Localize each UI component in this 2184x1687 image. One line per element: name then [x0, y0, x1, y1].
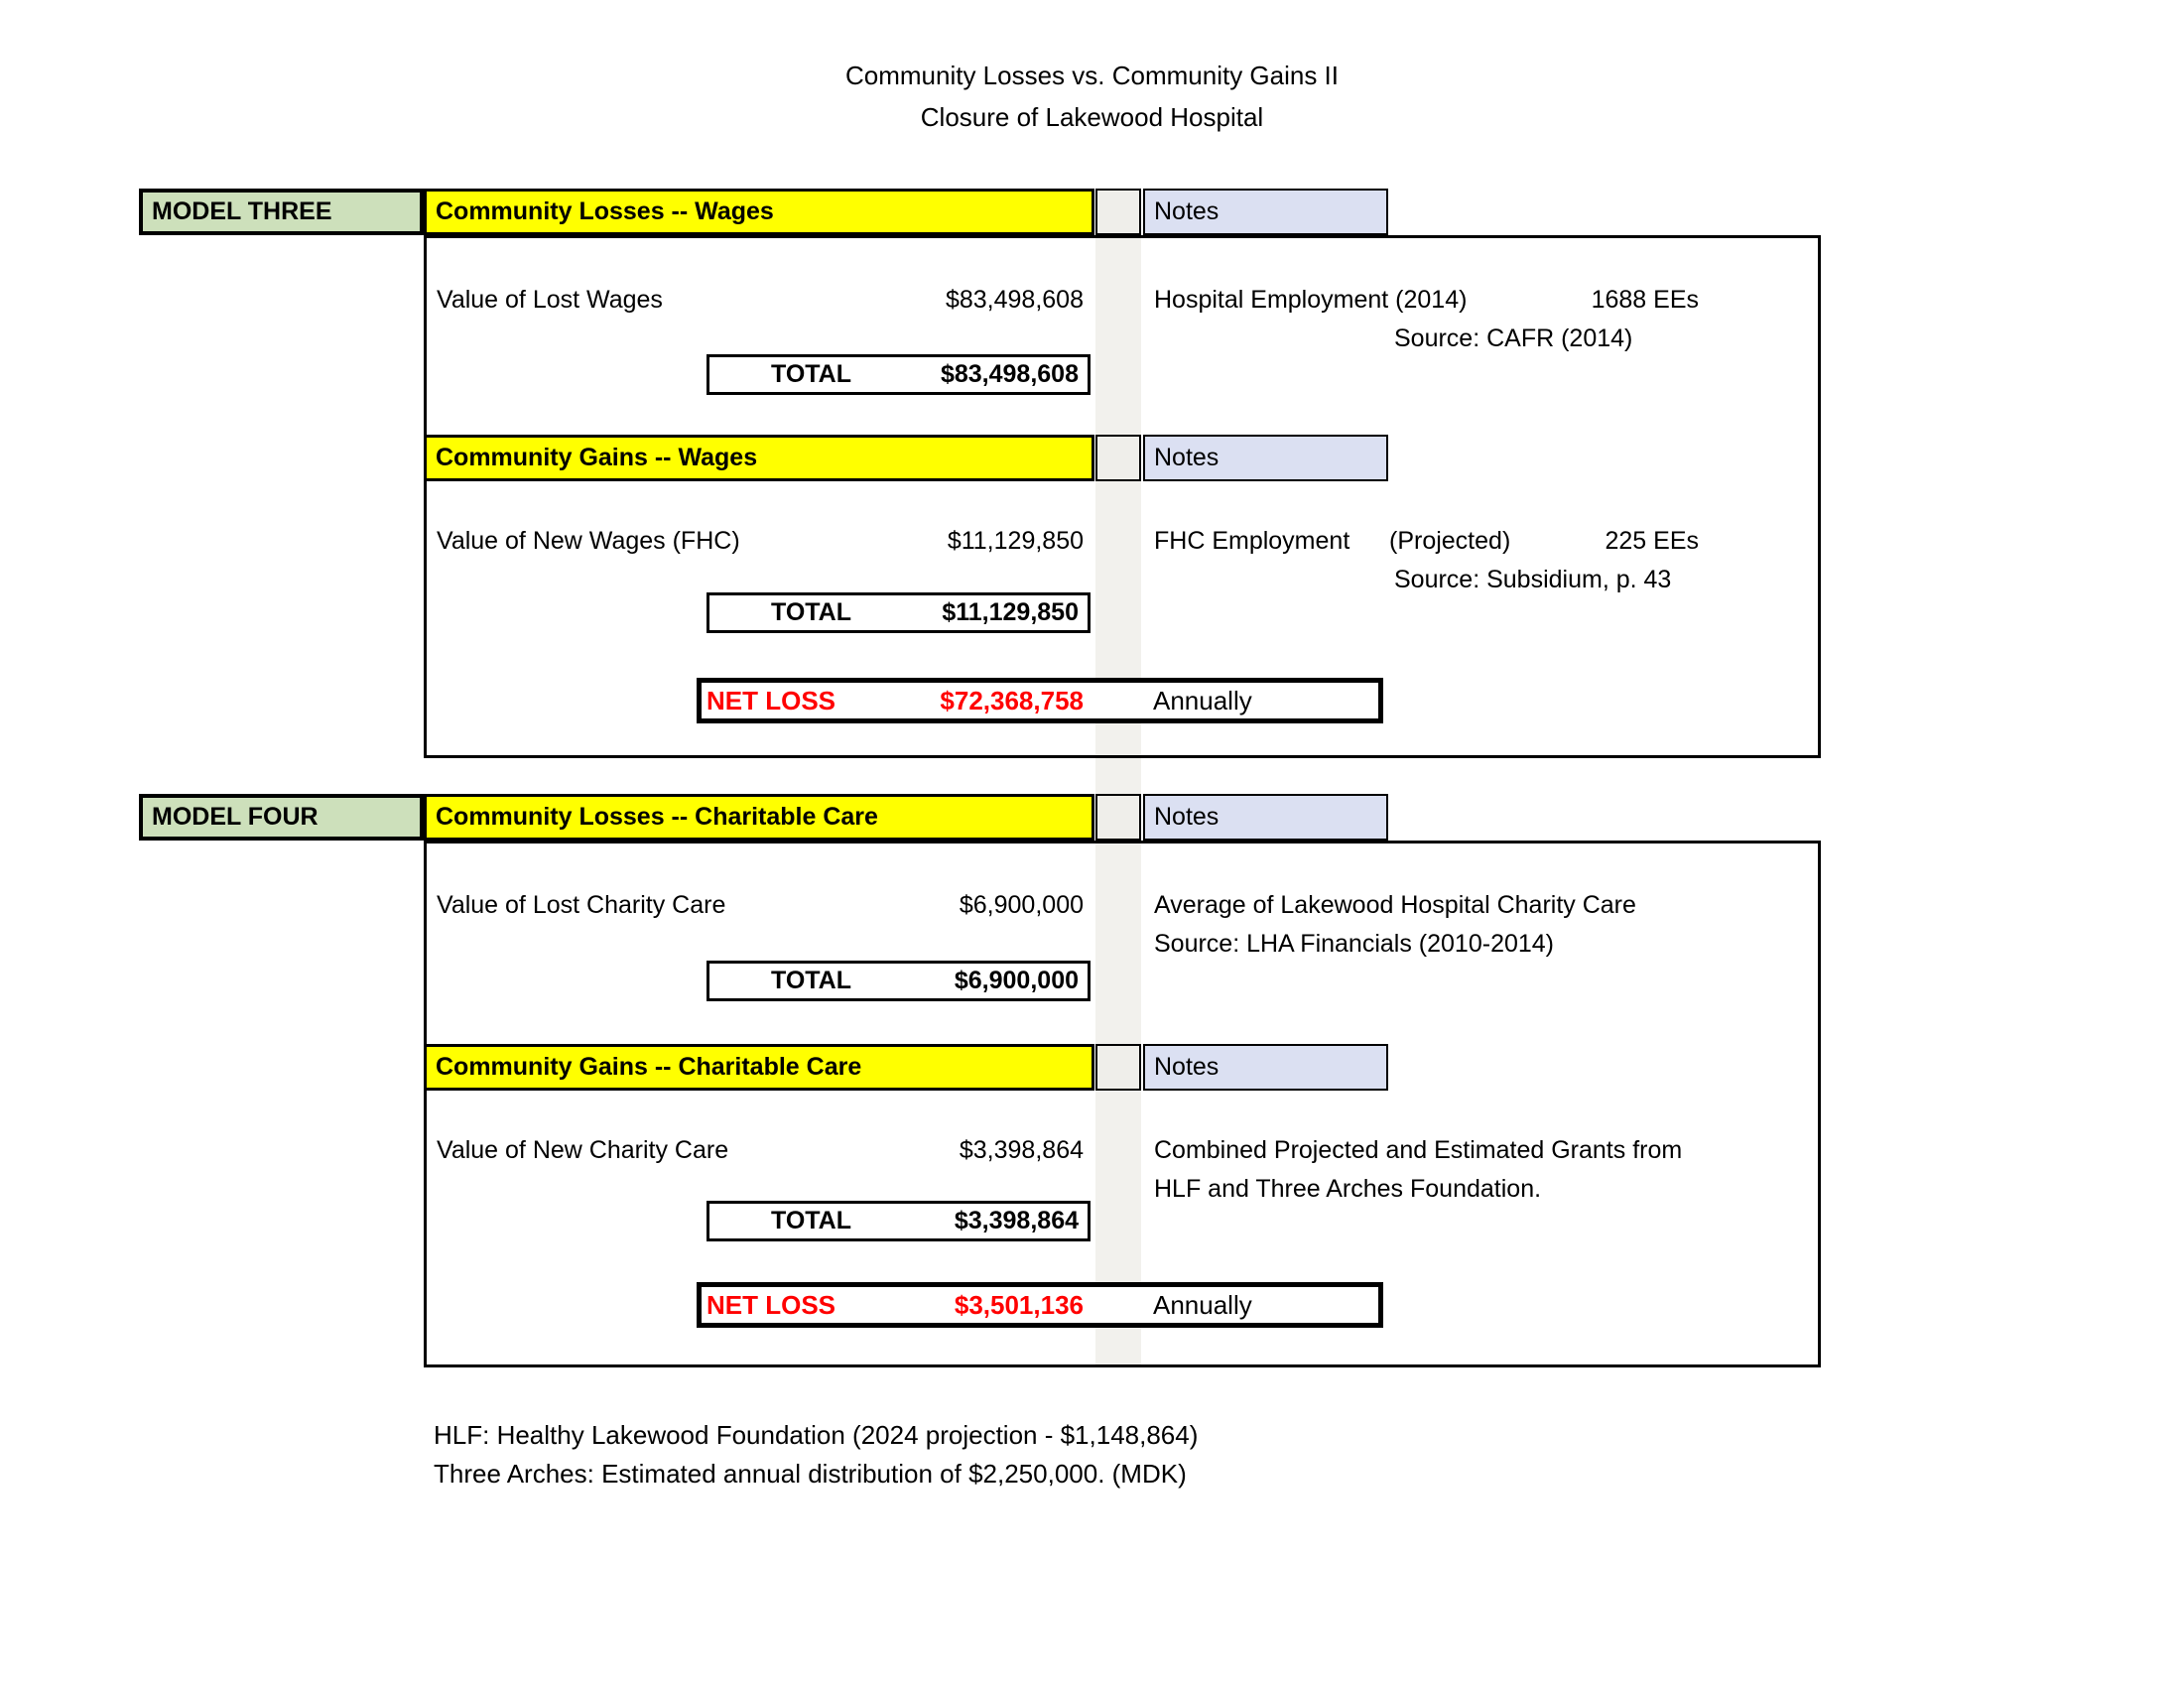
row-value: $83,498,608	[945, 286, 1084, 314]
total-box	[707, 592, 1091, 633]
section-header-losses-wages: Community Losses -- Wages	[424, 189, 1094, 235]
notes-header: Notes	[1143, 1044, 1388, 1091]
footnote-hlf: HLF: Healthy Lakewood Foundation (2024 projection - $1,148,864)	[434, 1420, 1199, 1450]
note-ees: 1688 EEs	[1591, 286, 1699, 314]
total-box	[707, 961, 1091, 1001]
note-ees: 225 EEs	[1605, 527, 1699, 555]
spacer-cell	[1095, 794, 1141, 841]
total-value: $11,129,850	[942, 598, 1079, 626]
total-value: $83,498,608	[940, 360, 1079, 388]
net-loss-value: $3,501,136	[954, 1290, 1084, 1320]
section-header-losses-charity: Community Losses -- Charitable Care	[424, 794, 1094, 841]
note-text-2: HLF and Three Arches Foundation.	[1154, 1175, 1542, 1203]
net-loss-period: Annually	[1153, 1290, 1252, 1320]
total-box	[707, 1201, 1091, 1241]
note-source: Source: LHA Financials (2010-2014)	[1154, 930, 1555, 958]
note-text: Hospital Employment (2014)	[1154, 286, 1468, 314]
spacer-cell	[1095, 189, 1141, 235]
total-box	[707, 354, 1091, 395]
notes-header: Notes	[1143, 189, 1388, 235]
row-label: Value of Lost Wages	[437, 286, 663, 314]
spacer-cell	[1095, 1044, 1141, 1091]
section-header-gains-wages: Community Gains -- Wages	[424, 435, 1094, 481]
row-value: $6,900,000	[959, 891, 1084, 919]
spacer-cell	[1095, 435, 1141, 481]
model-four-label: MODEL FOUR	[139, 794, 424, 841]
row-value: $3,398,864	[959, 1136, 1084, 1164]
notes-header: Notes	[1143, 794, 1388, 841]
note-projected: (Projected)	[1389, 527, 1511, 555]
total-label: TOTAL	[771, 967, 852, 994]
page-title: Community Losses vs. Community Gains II	[844, 61, 1340, 90]
model-three-label: MODEL THREE	[139, 189, 424, 235]
row-label: Value of New Wages (FHC)	[437, 527, 740, 555]
row-label: Value of New Charity Care	[437, 1136, 729, 1164]
note-source: Source: CAFR (2014)	[1394, 324, 1633, 352]
note-text: FHC Employment	[1154, 527, 1350, 555]
note-text: Combined Projected and Estimated Grants from	[1154, 1136, 1683, 1164]
total-value: $6,900,000	[954, 967, 1079, 994]
note-text: Average of Lakewood Hospital Charity Care	[1154, 891, 1636, 919]
net-loss-label: NET LOSS	[707, 1290, 836, 1320]
total-label: TOTAL	[771, 1207, 852, 1234]
note-source: Source: Subsidium, p. 43	[1394, 566, 1672, 593]
net-loss-label: NET LOSS	[707, 686, 836, 715]
footnote-three-arches: Three Arches: Estimated annual distribution of $2,250,000. (MDK)	[434, 1459, 1187, 1489]
net-loss-value: $72,368,758	[940, 686, 1084, 715]
total-label: TOTAL	[771, 360, 852, 388]
net-loss-period: Annually	[1153, 686, 1252, 715]
page-subtitle: Closure of Lakewood Hospital	[920, 102, 1264, 132]
total-label: TOTAL	[771, 598, 852, 626]
row-label: Value of Lost Charity Care	[437, 891, 726, 919]
total-value: $3,398,864	[954, 1207, 1079, 1234]
notes-header: Notes	[1143, 435, 1388, 481]
row-value: $11,129,850	[947, 527, 1084, 555]
section-header-gains-charity: Community Gains -- Charitable Care	[424, 1044, 1094, 1091]
